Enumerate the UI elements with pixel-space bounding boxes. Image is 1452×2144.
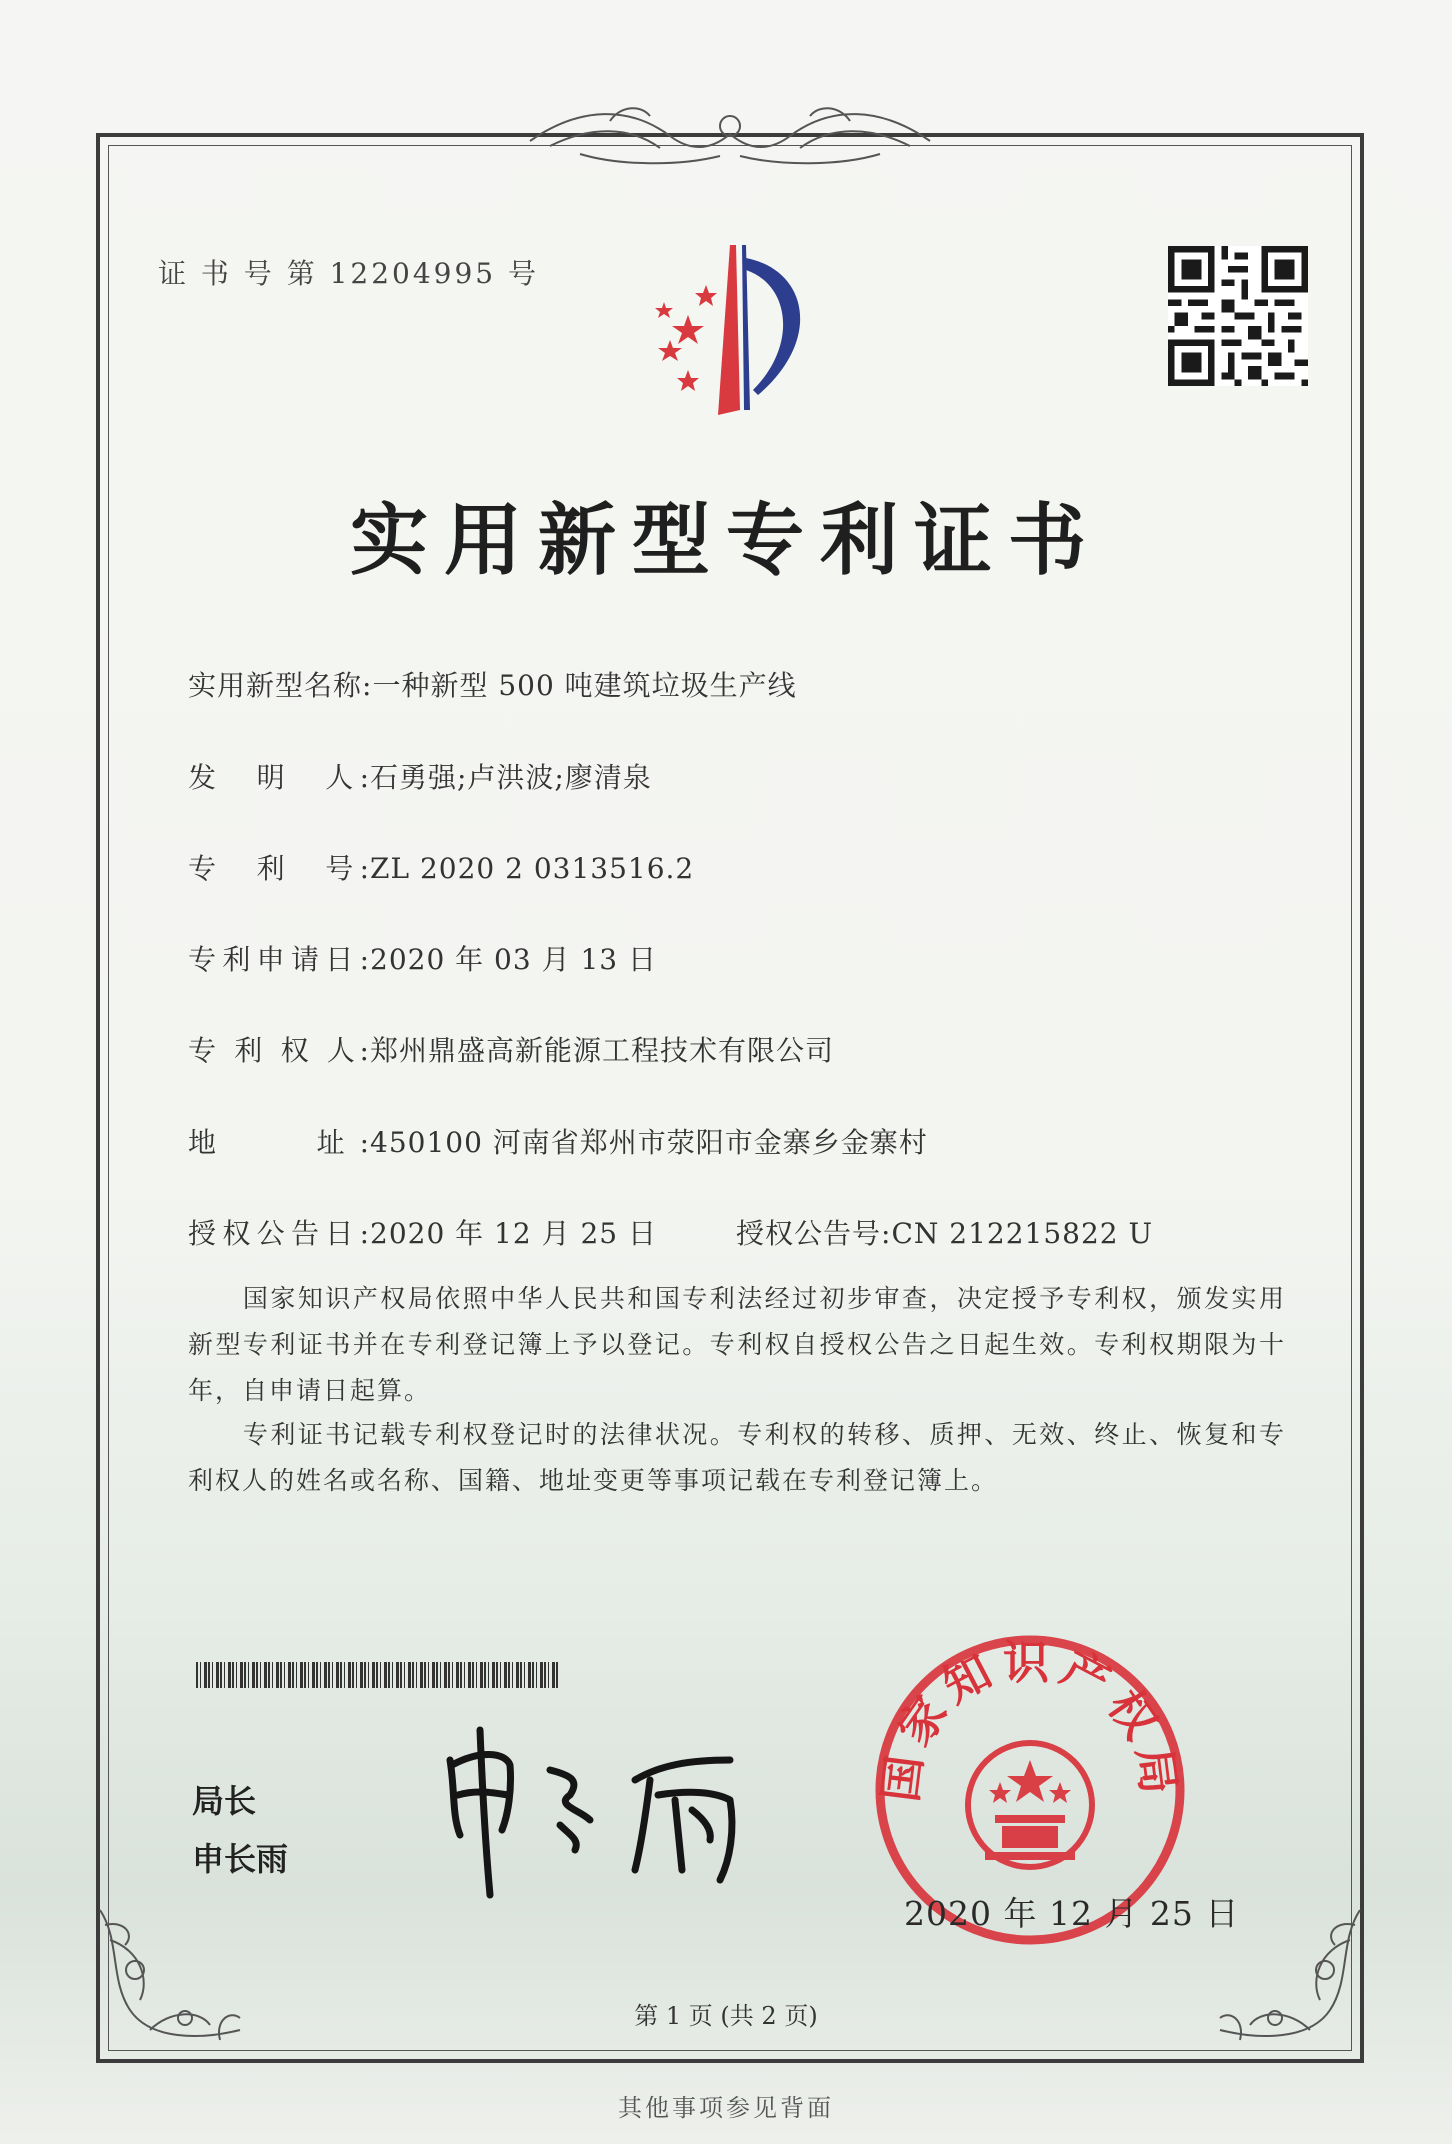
- patentee-label: 专 利 权 人:: [188, 1034, 370, 1067]
- footer-note: 其他事项参见背面: [618, 2094, 834, 2122]
- filing-date-value: 2020 年 03 月 13 日: [370, 943, 658, 976]
- address-value: 450100 河南省郑州市荥阳市金寨乡金寨村: [370, 1126, 928, 1159]
- cnipa-emblem-icon: [618, 240, 838, 425]
- filing-date-row: [188, 938, 657, 978]
- certificate-title: 实用新型专利证书: [349, 495, 1102, 586]
- filing-date-label: 专利申请日:: [188, 943, 370, 976]
- inventor-label: 发 明 人:: [188, 761, 370, 794]
- qr-code-icon: [1168, 246, 1308, 386]
- seal-date: 2020 年 12 月 25 日: [904, 1894, 1240, 1933]
- grant-number-label: 授权公告号:: [736, 1217, 892, 1250]
- address-row: [188, 1121, 928, 1161]
- address-label: 地 址:: [188, 1126, 370, 1159]
- grant-number-value: CN 212215822 U: [891, 1217, 1154, 1250]
- page-number: 第 1 页 (共 2 页): [634, 2002, 818, 2030]
- inventor-value: 石勇强;卢洪波;廖清泉: [370, 761, 652, 794]
- grant-date-value: 2020 年 12 月 25 日: [370, 1217, 658, 1250]
- seal-text: 国家知识产权局: [872, 1635, 1188, 1805]
- barcode-icon: [196, 1662, 560, 1688]
- director-title: 局长: [192, 1782, 257, 1820]
- patent-number-row: [188, 847, 694, 887]
- certificate-number: 证 书 号 第 12204995 号: [158, 257, 540, 290]
- decision-paragraph: 国家知识产权局依照中华人民共和国专利法经过初步审查，决定授予专利权，颁发实用新型专利证书并在专利登记簿上予以登记。专利权自授权公告之日起生效。专利权期限为十年，自申请日起算。: [188, 1284, 1286, 1405]
- patentee-row: [188, 1029, 834, 1069]
- patentee-value: 郑州鼎盛高新能源工程技术有限公司: [370, 1034, 835, 1067]
- director-name: 申长雨: [192, 1840, 289, 1878]
- director-signature-icon: [430, 1720, 760, 1910]
- grant-date-row: [188, 1212, 657, 1252]
- patent-number-value: ZL 2020 2 0313516.2: [370, 852, 695, 885]
- legal-status-paragraph: 专利证书记载专利权登记时的法律状况。专利权的转移、质押、无效、终止、恢复和专利权人的姓名或名称、国籍、地址变更等事项记载在专利登记簿上。: [188, 1420, 1286, 1495]
- utility-model-name-row: [188, 664, 797, 704]
- top-ornament: [520, 96, 940, 172]
- patent-number-label: 专 利 号:: [188, 852, 370, 885]
- inventor-row: [188, 756, 652, 796]
- grant-number-row: [736, 1212, 1153, 1252]
- grant-date-label: 授权公告日:: [188, 1217, 370, 1250]
- utility-model-name-label: 实用新型名称:: [188, 669, 373, 702]
- utility-model-name-value: 一种新型 500 吨建筑垃圾生产线: [372, 669, 797, 702]
